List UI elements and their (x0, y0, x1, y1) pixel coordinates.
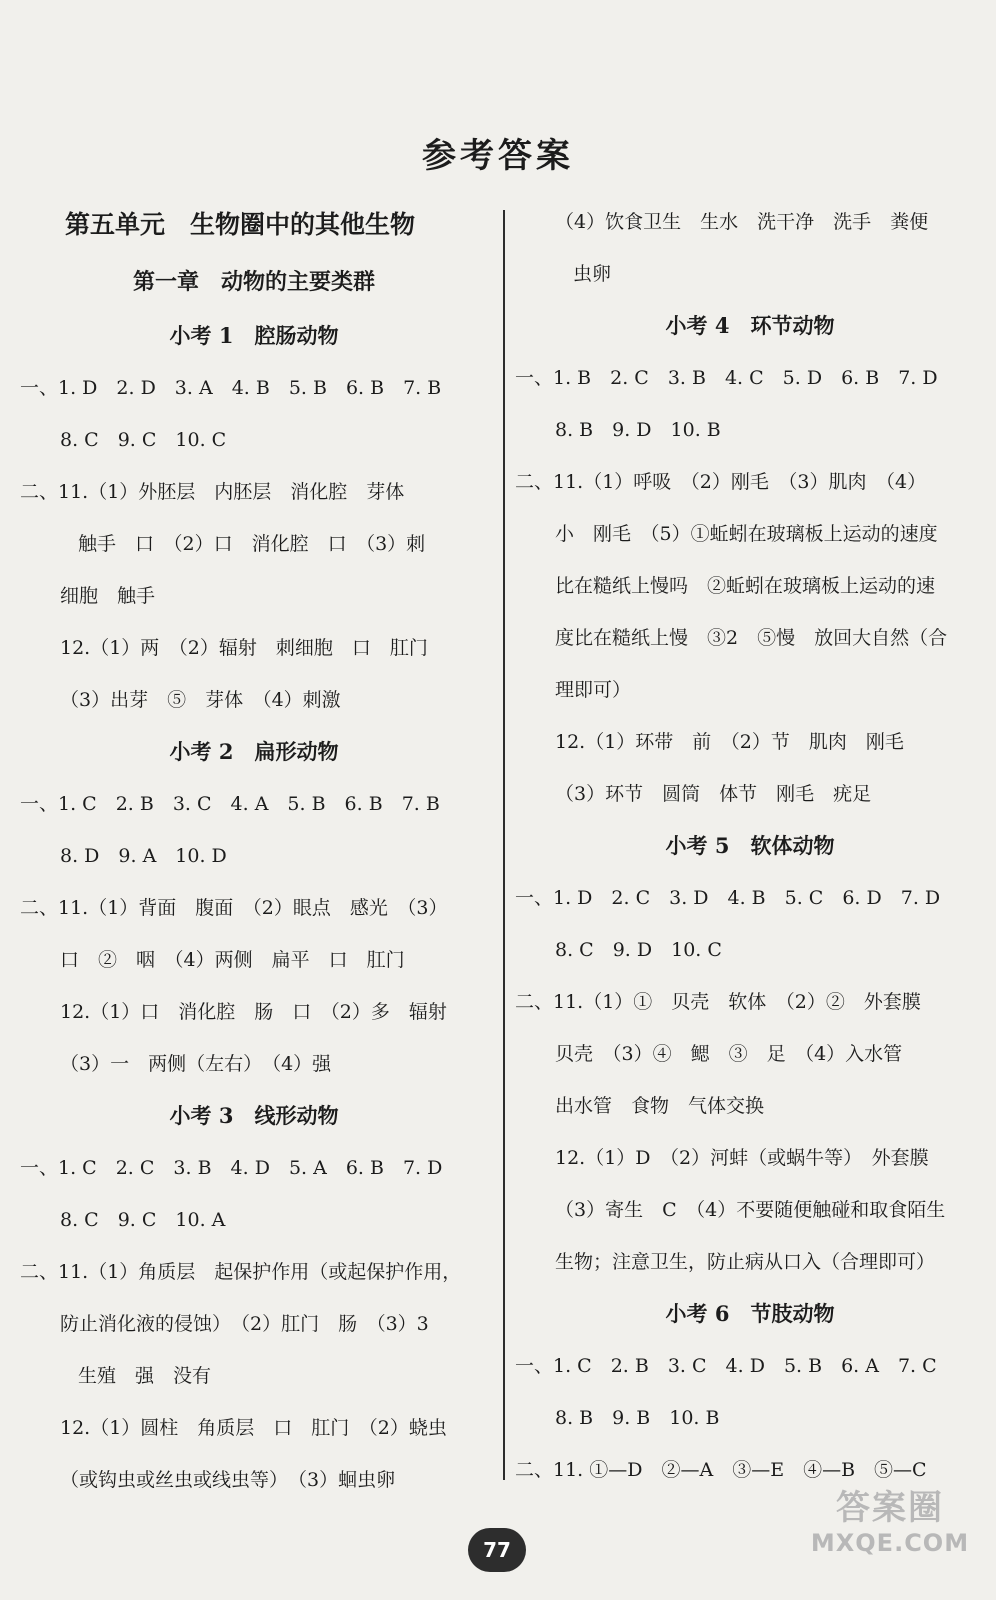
answer-line: 贝壳 （3）④ 鳃 ③ 足 （4）入水管 (555, 1043, 903, 1065)
watermark-logo-text: 答案圈 (836, 1488, 944, 1528)
answer-line: 二、11.（1）呼吸 （2）刚毛 （3）肌肉 （4） (515, 471, 927, 493)
column-divider (503, 210, 505, 1480)
answer-line: （4）饮食卫生 生水 洗干净 洗手 粪便 (555, 211, 929, 233)
answer-line: 小 刚毛 （5）①蚯蚓在玻璃板上运动的速度 (555, 523, 938, 545)
page-number: 77 (468, 1528, 526, 1572)
chapter-heading: 第一章 动物的主要类群 (132, 269, 375, 295)
quiz4-heading: 小考 4 环节动物 (665, 313, 835, 338)
answer-line: 度比在糙纸上慢 ③2 ⑤慢 放回大自然（合 (555, 627, 948, 649)
answer-line: 触手 口 （2）口 消化腔 口 （3）刺 (78, 533, 426, 555)
answer-line: 生物；注意卫生，防止病从口入（合理即可） (555, 1251, 936, 1273)
answer-line: 8. C 9. D 10. C (555, 939, 722, 961)
quiz3-heading: 小考 3 线形动物 (169, 1103, 339, 1128)
answer-line: （3）一 两侧（左右） （4）强 (60, 1053, 332, 1075)
answer-line: 生殖 强 没有 (78, 1365, 212, 1387)
answer-line: 二、11. ①—D ②—A ③—E ④—B ⑤—C (515, 1459, 927, 1481)
answer-line: 比在糙纸上慢吗 ②蚯蚓在玻璃板上运动的速 (555, 575, 936, 597)
answer-line: 二、11.（1）背面 腹面 （2）眼点 感光 （3） (20, 897, 448, 919)
quiz2-heading: 小考 2 扁形动物 (169, 739, 339, 764)
unit-heading: 第五单元 生物圈中的其他生物 (65, 210, 416, 239)
answer-line: 8. C 9. C 10. A (60, 1209, 226, 1231)
answer-line: （3）环节 圆筒 体节 刚毛 疣足 (555, 783, 872, 805)
answer-line: 一、1. C 2. B 3. C 4. A 5. B 6. B 7. B (20, 793, 440, 815)
quiz6-heading: 小考 6 节肢动物 (665, 1301, 835, 1326)
answer-line: 防止消化液的侵蚀） （2）肛门 肠 （3）3 (60, 1313, 429, 1335)
answer-line: 口 ② 咽 （4）两侧 扁平 口 肛门 (60, 949, 405, 971)
answer-line: 理即可） (555, 679, 632, 701)
left-column (20, 196, 488, 1506)
watermark-logo (800, 1480, 980, 1590)
watermark-site-text: MXQE.COM (810, 1529, 970, 1557)
answer-line: 一、1. D 2. D 3. A 4. B 5. B 6. B 7. B (20, 377, 442, 399)
quiz1-heading: 小考 1 腔肠动物 (169, 323, 339, 348)
answer-line: 8. C 9. C 10. C (60, 429, 227, 451)
answer-line: 12.（1）圆柱 角质层 口 肛门 （2）蛲虫 (60, 1417, 447, 1439)
answer-line: 二、11.（1）外胚层 内胚层 消化腔 芽体 (20, 481, 405, 503)
answer-line: 细胞 触手 (60, 585, 156, 607)
answer-line: 二、11.（1）① 贝壳 软体 （2）② 外套膜 (515, 991, 921, 1013)
answer-line: 二、11.（1）角质层 起保护作用（或起保护作用， (20, 1261, 462, 1283)
answer-line: 12.（1）D （2）河蚌（或蜗牛等） 外套膜 (555, 1147, 929, 1169)
page-title: 参考答案 (422, 136, 574, 176)
answer-line: （3）出芽 ⑤ 芽体 （4）刺激 (60, 689, 341, 711)
answer-line: 一、1. C 2. B 3. C 4. D 5. B 6. A 7. C (515, 1355, 937, 1377)
answer-line: 出水管 食物 气体交换 (555, 1095, 765, 1117)
quiz5-heading: 小考 5 软体动物 (665, 833, 835, 858)
answer-line: 8. D 9. A 10. D (60, 845, 227, 867)
answer-line: 一、1. D 2. C 3. D 4. B 5. C 6. D 7. D (515, 887, 941, 909)
answer-line: （3）寄生 C （4）不要随便触碰和取食陌生 (555, 1199, 946, 1221)
answer-line: 8. B 9. D 10. B (555, 419, 721, 441)
answer-line: 8. B 9. B 10. B (555, 1407, 720, 1429)
right-column (515, 196, 985, 1496)
answer-line: 一、1. B 2. C 3. B 4. C 5. D 6. B 7. D (515, 367, 938, 389)
answer-line: 12.（1）两 （2）辐射 刺细胞 口 肛门 (60, 637, 428, 659)
answer-line: 一、1. C 2. C 3. B 4. D 5. A 6. B 7. D (20, 1157, 443, 1179)
answer-line: （或钩虫或丝虫或线虫等） （3）蛔虫卵 (60, 1469, 396, 1491)
answer-line: 虫卵 (573, 263, 612, 285)
answer-line: 12.（1）口 消化腔 肠 口 （2）多 辐射 (60, 1001, 447, 1023)
answer-line: 12.（1）环带 前 （2）节 肌肉 刚毛 (555, 731, 904, 753)
